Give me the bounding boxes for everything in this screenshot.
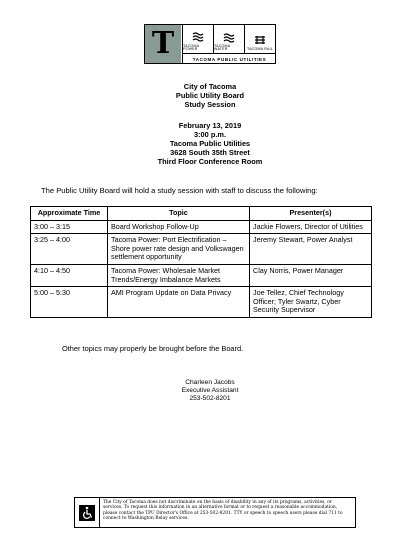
row-presenter: Joe Tellez, Chief Technology Officer; Tyler Swartz, Cyber Security Supervisor	[250, 287, 372, 318]
logo-division-label: TACOMA RAIL	[246, 47, 274, 52]
notice-text: The City of Tacoma does not discriminate on the basis of disability in any of its programs, activities, or services. To request this information in an alternative format or to request a reasonable accommodation, please contact the TPU Director's Office at 253-502-8201. TTY or speech to speech users please dial 711 to connect to Washington Relay services.	[103, 500, 343, 522]
column-header-presenter: Presenter(s)	[250, 207, 372, 221]
tacoma-public-utilities-logo	[144, 24, 276, 64]
meeting-room: Third Floor Conference Room	[157, 157, 263, 166]
row-time: 4:10 – 4:50	[31, 264, 108, 286]
document-header	[0, 82, 420, 109]
meeting-time: 3:00 p.m.	[193, 130, 227, 139]
intro-text: The Public Utility Board will hold a study session with staff to discuss the following:	[41, 186, 318, 195]
logo-letter: T	[151, 26, 175, 61]
table-row	[31, 287, 372, 318]
row-time: 3:00 – 3:15	[31, 220, 108, 234]
row-topic: AMI Program Update on Data Privacy	[108, 287, 250, 318]
logo-org-name: TACOMA PUBLIC UTILITIES	[182, 53, 276, 64]
rail-track-icon	[253, 33, 267, 47]
row-presenter: Jackie Flowers, Director of Utilities	[250, 220, 372, 234]
row-topic: Tacoma Power: Wholesale Market Trends/Energy Imbalance Markets	[108, 264, 250, 286]
row-topic: Tacoma Power: Port Electrification – Shore power rate design and Volkswagen settlement opportunity	[108, 234, 250, 265]
header-board: Public Utility Board	[175, 91, 245, 100]
rail-division	[244, 25, 275, 53]
row-topic: Board Workshop Follow-Up	[108, 220, 250, 234]
table-row	[31, 220, 372, 234]
table-row	[31, 234, 372, 265]
power-division	[182, 25, 213, 53]
water-division	[213, 25, 244, 53]
header-city: City of Tacoma	[183, 82, 237, 91]
meeting-details	[0, 121, 420, 166]
logo-division-label: TACOMA WATER	[214, 43, 231, 52]
signature-phone: 253-502-8201	[189, 395, 231, 402]
row-time: 5:00 – 5:30	[31, 287, 108, 318]
table-row	[31, 264, 372, 286]
signature-title: Executive Assistant	[181, 387, 239, 394]
meeting-address: 3628 South 35th Street	[170, 148, 250, 157]
column-header-topic: Topic	[108, 207, 250, 221]
meeting-venue: Tacoma Public Utilities	[169, 139, 251, 148]
table-header-row	[31, 207, 372, 221]
agenda-table	[30, 206, 372, 318]
other-topics-note: Other topics may properly be brought before the Board.	[62, 344, 244, 353]
row-presenter: Jeremy Stewart, Power Analyst	[250, 234, 372, 265]
header-session: Study Session	[184, 100, 236, 109]
signature-block	[0, 379, 420, 403]
signature-name: Charleen Jacobs	[185, 379, 235, 386]
accessibility-notice	[74, 497, 356, 528]
logo-division-label: TACOMA POWER	[183, 43, 200, 52]
row-time: 3:25 – 4:00	[31, 234, 108, 265]
wheelchair-icon	[75, 498, 100, 527]
meeting-date: February 13, 2019	[178, 121, 242, 130]
logo-t-mark	[145, 25, 181, 63]
water-wave-icon	[222, 30, 236, 44]
power-wave-icon	[191, 30, 205, 44]
row-presenter: Clay Norris, Power Manager	[250, 264, 372, 286]
column-header-time: Approximate Time	[31, 207, 108, 221]
